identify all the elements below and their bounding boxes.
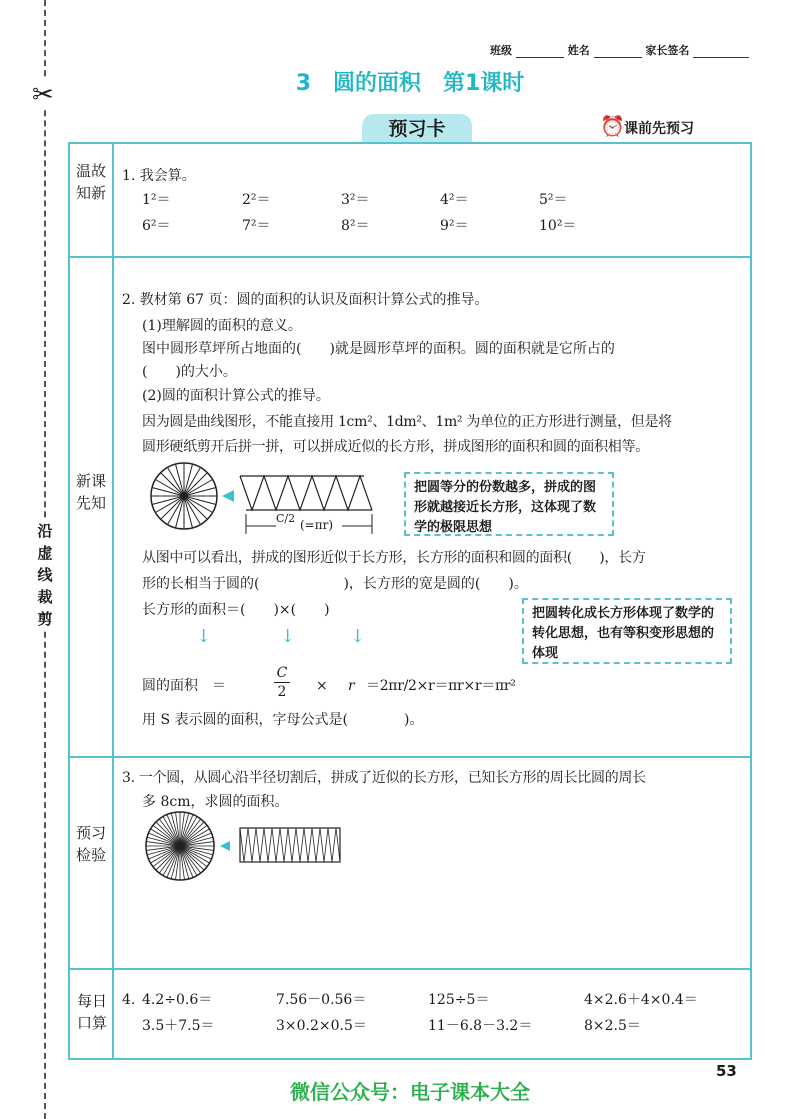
arrow-down-icon: ↓	[196, 626, 212, 647]
q2-line2: (1)理解圆的面积的意义。	[142, 318, 302, 334]
q1-square-item-2: 7²＝	[242, 218, 271, 234]
arrow-down-icon: ↓	[350, 626, 366, 647]
q2-line5: (2)圆的面积计算公式的推导。	[142, 388, 330, 404]
q1-square-item-2: 2²＝	[242, 192, 271, 208]
q1-square-item-4: 9²＝	[440, 218, 469, 234]
q2-line8: 从图中可以看出，拼成的图形近似于长方形，长方形的面积和圆的面积( )，长方	[142, 550, 646, 566]
class-blank[interactable]	[516, 57, 564, 58]
q4-prefix: 4.	[122, 992, 136, 1008]
q1-square-item-1: 1²＝	[142, 192, 171, 208]
approx-rectangle	[240, 476, 372, 510]
divider-3	[68, 968, 752, 970]
arrow-down-icon: ↓	[280, 626, 296, 647]
q4-calc-item-1: 3.5＋7.5＝	[142, 1018, 215, 1034]
q4-calc-item-2: 3×0.2×0.5＝	[276, 1018, 367, 1034]
divider-1	[68, 256, 752, 258]
q2-line1: 2. 教材第 67 页：圆的面积的认识及面积计算公式的推导。	[122, 292, 489, 308]
rect-length-value: (=πr)	[300, 518, 334, 532]
q2-line7: 圆形硬纸剪开后拼一拼，可以拼成近似的长方形，拼成图形的面积和圆的面积相等。	[142, 439, 649, 455]
q4-calc-item-2: 7.56－0.56＝	[276, 992, 367, 1008]
q2-line11: 用 S 表示圆的面积，字母公式是( )。	[142, 712, 424, 728]
sectored-circle	[151, 463, 217, 529]
cut-instruction: 沿虚线裁剪	[34, 520, 56, 630]
q4-calc-item-3: 125÷5＝	[428, 992, 490, 1008]
class-label: 班级	[490, 44, 512, 57]
formula-r: r	[348, 678, 355, 694]
q4-calc-item-3: 11－6.8－3.2＝	[428, 1018, 533, 1034]
section-label-review: 温故知新	[75, 162, 106, 202]
name-label: 姓名	[567, 44, 590, 57]
arrow-right-icon	[220, 841, 230, 851]
q1-square-item-5: 5²＝	[539, 192, 568, 208]
q1-title: 1. 我会算。	[122, 168, 196, 184]
parent-sign-blank[interactable]	[693, 57, 749, 58]
scissors-icon: ✂	[32, 80, 54, 110]
student-info-fields	[490, 42, 749, 58]
q2-line4: ( )的大小。	[142, 364, 237, 380]
circle-to-rectangle-figure-2	[140, 810, 350, 884]
section-label-new: 新课先知	[75, 472, 106, 512]
q4-calc-item-1: 4.2÷0.6＝	[142, 992, 213, 1008]
section-label-mental-math: 每日口算	[76, 992, 107, 1032]
formula-times: ×	[316, 678, 328, 694]
alarm-clock-icon: ⏰	[600, 114, 625, 138]
q3-line1: 3. 一个圆，从圆心沿半径切割后，拼成了近似的长方形，已知长方形的周长比圆的周长	[122, 770, 646, 786]
label-column-divider	[112, 142, 114, 1060]
q4-calc-item-4: 4×2.6＋4×0.4＝	[584, 992, 698, 1008]
formula-label: 圆的面积 ＝	[142, 678, 226, 694]
q1-square-item-5: 10²＝	[539, 218, 577, 234]
formula-derivation: ＝2πr/2×r＝πr×r＝πr²	[366, 678, 516, 694]
pre-study-label: 课前先预习	[624, 121, 694, 137]
q1-square-item-4: 4²＝	[440, 192, 469, 208]
page-number: 53	[716, 1062, 737, 1080]
parent-sign-label: 家长签名	[645, 44, 690, 57]
q1-square-item-1: 6²＝	[142, 218, 171, 234]
note-limit-idea: 把圆等分的份数越多，拼成的图形就越接近长方形，这体现了数学的极限思想	[404, 472, 614, 536]
q2-line3: 图中圆形草坪所占地面的( )就是圆形草坪的面积。圆的面积就是它所占的	[142, 341, 615, 357]
divider-2	[68, 756, 752, 758]
q2-line6: 因为圆是曲线图形，不能直接用 1cm²、1dm²、1m² 为单位的正方形进行测量，但是将	[142, 414, 672, 430]
q4-calc-item-4: 8×2.5＝	[584, 1018, 641, 1034]
arrow-right-icon	[222, 490, 234, 502]
q2-line10: 长方形的面积＝( )×( )	[142, 602, 330, 618]
note-transform-idea: 把圆转化成长方形体现了数学的转化思想，也有等积变形思想的体现	[522, 598, 732, 664]
page-title: 3 圆的面积 第1课时	[295, 71, 525, 96]
sectored-circle-fine	[146, 812, 214, 880]
card-title: 预习卡	[362, 114, 472, 144]
formula-fraction: C 2	[274, 664, 290, 701]
name-blank[interactable]	[594, 57, 642, 58]
q3-line2: 多 8cm，求圆的面积。	[142, 794, 289, 810]
circle-to-rectangle-figure	[140, 460, 380, 538]
section-label-check: 预习检验	[75, 824, 106, 864]
footer-watermark: 微信公众号：电子课本大全	[290, 1080, 530, 1104]
q1-square-item-3: 8²＝	[341, 218, 370, 234]
q1-square-item-3: 3²＝	[341, 192, 370, 208]
q2-line9: 形的长相当于圆的( )，长方形的宽是圆的( )。	[142, 576, 528, 592]
rect-length-label: C/2	[276, 512, 296, 525]
